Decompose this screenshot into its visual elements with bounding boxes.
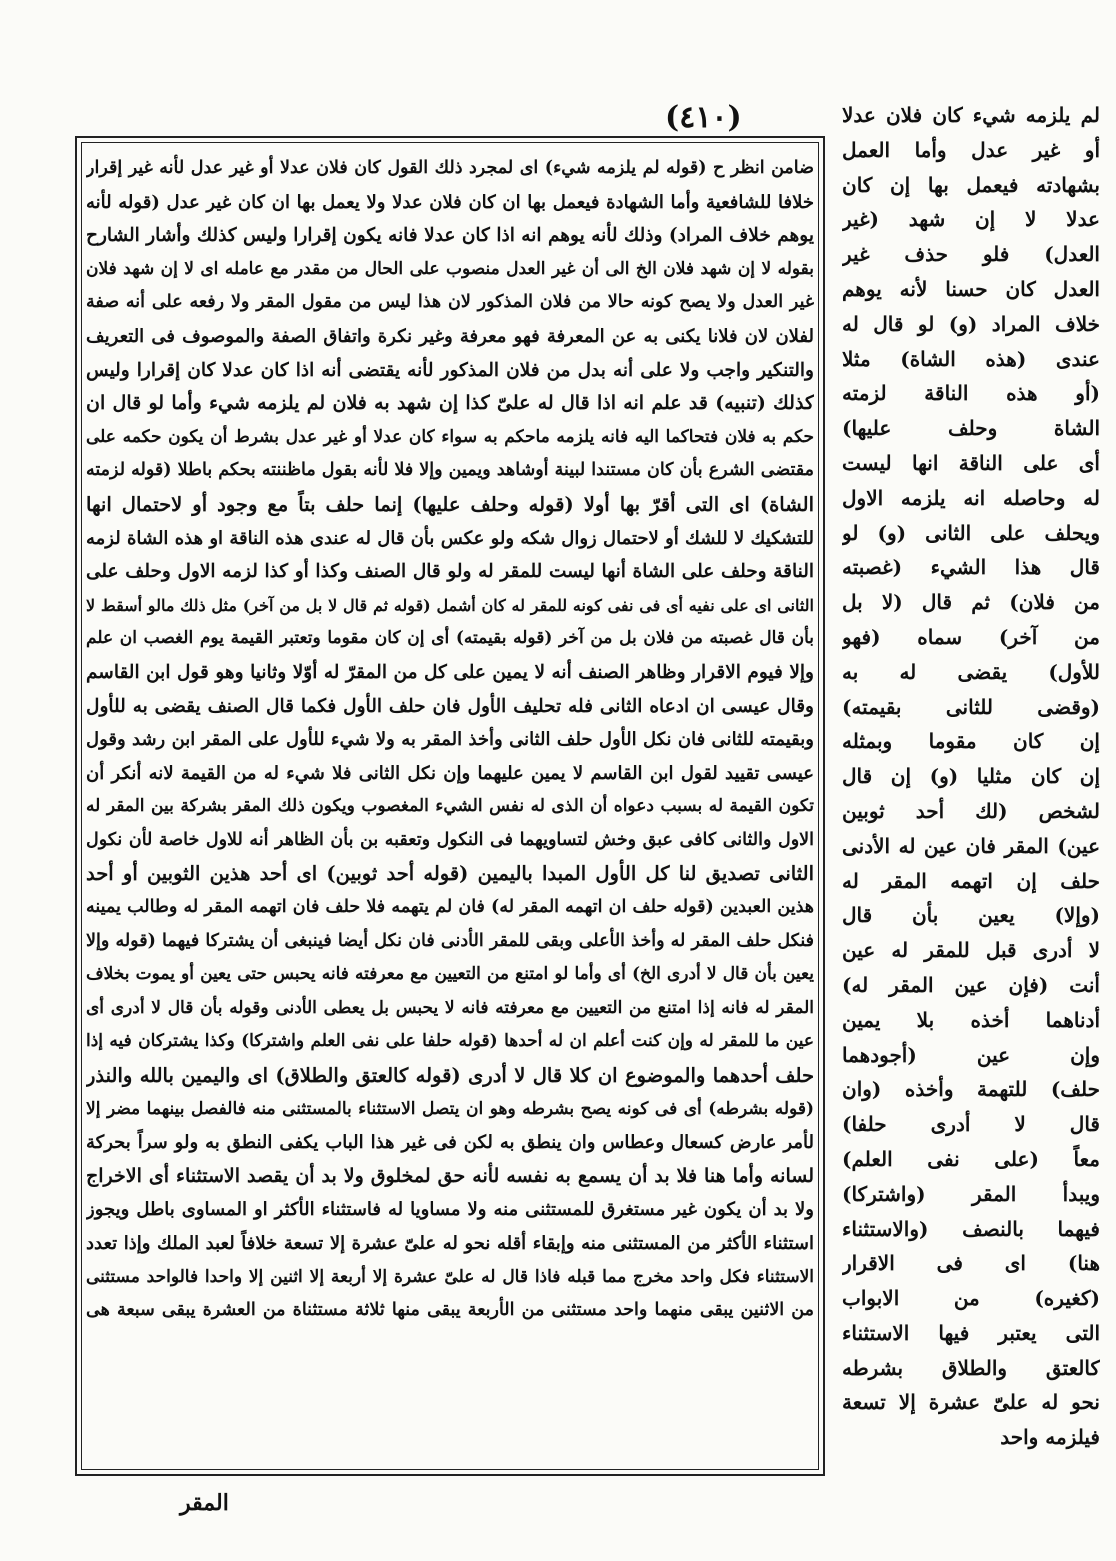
margin-text-line: للأول) يقضى له به (842, 659, 1100, 684)
margin-text-line: له وحاصله انه يلزمه الاول (842, 485, 1100, 510)
margin-text-line: قال هذا الشيء (غصبته (842, 555, 1100, 580)
main-text-line: عين ما للمقر له وإن كنت أعلم ان له أحدها (قوله حلفا على نفى العلم واشتركا) وكذا يشتركان فيه إذا (86, 1031, 814, 1052)
main-text-line: وقال عيسى ان ادعاه الثانى فله تحليف الأول فان حلف الأول فكما قال الصنف يقضى به للأول (86, 695, 814, 717)
main-text-line: تكون القيمة له بسبب دعواه أن الذى له نفس الشيء المغصوب ويكون ذلك المقر بشركة بين المقر له (86, 796, 814, 817)
main-text-line: خلافا للشافعية وأما الشهادة فيعمل بها ان كان فلان عدلا ولا يعمل بها ان كان غير عدل (قوله لأنه (86, 191, 814, 213)
margin-text-line: لشخص (لك أحد ثوبين (842, 798, 1100, 823)
margin-text-line: (وإلا) يعين بأن قال (842, 903, 1100, 928)
main-text-line: استثناء الأكثر من المستثنى منه وإبقاء أقله نحو له علىّ عشرة إلا تسعة خلافاً لعبد الملك وإذا تعدد (86, 1233, 814, 1254)
catchword: المقر (180, 1490, 229, 1516)
page-number: (٤١٠) (665, 100, 742, 135)
main-text-line: فنكل حلف المقر له وأخذ الأعلى وبقى للمقر الأدنى فان نكل أيضا فينبغى أن يشتركا فيهما (قوله وإلا (86, 930, 814, 951)
margin-text-line: قال لا أدرى حلفا) (842, 1112, 1100, 1137)
margin-text-line: كالعتق والطلاق بشرطه (842, 1355, 1100, 1380)
margin-text-line: أو غير عدل وأما العمل (842, 137, 1100, 162)
margin-text-line: التى يعتبر فيها الاستثناء (842, 1320, 1100, 1345)
main-text-line: الثانى تصديق لنا كل الأول المبدا باليمين (قوله أحد ثوبين) اى أحد هذين الثوبين أو أحد (86, 862, 814, 886)
margin-text-line: حلف) للتهمة وأخذه (وان (842, 1077, 1100, 1102)
main-text-line: يوهم خلاف المراد) وذلك لأنه يوهم انه اذا كان عدلا فانه يكون إقرارا وليس كذلك وأشار الشارح (86, 225, 814, 247)
margin-text-line: أى على الناقة انها ليست (842, 450, 1100, 475)
main-text-line: الاول والثانى كافى عبق وخش لتساويهما فى النكول وتعقبه بن بأن الظاهر أنه للاول خاصة لأن نكول (86, 829, 814, 850)
margin-text-line: وإن عين (أجودهما (842, 1042, 1100, 1067)
main-text-line: لأمر عارض كسعال وعطاس وان ينطق به لكن فى غير هذا الباب يكفى النطق به ولو سراً بحركة (86, 1132, 814, 1154)
margin-text-line: فيهما بالنصف (والاستثناء (842, 1216, 1100, 1241)
main-text-line: هذين العبدين (قوله حلف ان اتهمه المقر له) فان لم يتهمه فلا حلف فان اتهمه المقر له وطالب يمينه (86, 897, 814, 918)
margin-text-line: أنت (فإن عين المقر له) (842, 972, 1100, 997)
main-text-line: المقر له فانه إذا امتنع من التعيين مع معرفته فانه لا يحبس بل يعطى الأدنى وقوله بأن قال لا أدرى أى (86, 997, 814, 1018)
margin-text-line: (وقضى للثانى بقيمته) (842, 694, 1100, 719)
main-text-line: غير العدل ولا يصح كونه حالا من فلان المذكور لان هذا ليس من مقول المقر ولا رفعه على أنه صفة (86, 292, 814, 313)
main-text-line: والتنكير واجب ولا على أنه بدل من فلان المذكور لأنه يقتضى أنه اذا كان عدلا كان إقرارا وليس (86, 359, 814, 381)
margin-text-line: عندى (هذه الشاة) مثلا (842, 346, 1100, 371)
main-text-line: مقتضى الشرع بأن كان مستندا لبينة أوشاهد ويمين وإلا فلا لأنه بقول ماظننته بحكم باطلا (قوله لزمته (86, 460, 814, 481)
margin-text-line: من آخر) سماه (فهو (842, 624, 1100, 649)
main-commentary (86, 152, 814, 1328)
margin-text-line: لم يلزمه شيء كان فلان عدلا (842, 103, 1100, 127)
margin-text-line: (أو هذه الناقة لزمته (842, 381, 1100, 406)
margin-text-line: ويحلف على الثانى (و) لو (842, 520, 1100, 545)
main-text-line: ضامن انظر ح (قوله لم يلزمه شيء) اى لمجرد ذلك القول كان فلان عدلا أو غير عدل لأنه غير إقرار (86, 158, 814, 178)
main-text-line: عيسى تقييد لقول ابن القاسم لا يمين عليهما وإن نكل الثانى فلا شيء له من القيمة لانه أنكر أن (86, 762, 814, 784)
margin-text-line: إن كان مثليا (و) إن قال (842, 764, 1100, 789)
main-text-line: بأن قال غصبته من فلان بل من آخر (قوله بقيمته) أى إن كان مقوما وتعتبر القيمة يوم الغصب ان علم (86, 628, 814, 649)
margin-text-line: الشاة وحلف عليها) (842, 416, 1100, 441)
main-text-line: الاستثناء فكل واحد مخرج مما قبله فاذا قال له علىّ عشرة إلا أربعة إلا اثنين إلا واحدا فالواحد مستثنى (86, 1266, 814, 1287)
margin-text-line: فيلزمه واحد (1000, 1425, 1100, 1450)
main-text-line: حكم به فلان فتحاكما اليه فانه يلزمه ماحكم به سواء كان عدلا أو غير عدل بشرط أن يكون حكمه على (86, 426, 814, 447)
margin-text-line: هنا) اى فى الاقرار (842, 1251, 1100, 1276)
margin-text-line: العدل) فلو حذف غير (842, 242, 1100, 267)
margin-text-line: عدلا لا إن شهد (غير (842, 207, 1100, 232)
margin-text-line: لا أدرى قبل للمقر له عين (842, 938, 1100, 963)
main-text-line: ولا بد أن يكون غير مستغرق للمستثنى منه ولا مساويا له فاستثناء الأكثر او المساوى باطل ويجوز (86, 1199, 814, 1221)
margin-text-line: حلف إن اتهمه المقر له (842, 868, 1100, 893)
main-text-line: لسانه وأما هنا فلا بد أن يسمع به نفسه لأنه حق لمخلوق ولا بد أن يقصد الاستثناء أى الاخراج (86, 1164, 814, 1187)
margin-text-line: إن كان مقوما وبمثله (842, 729, 1100, 754)
margin-text-line: عين) المقر فان عين له الأدنى (842, 833, 1100, 858)
main-text-line: للتشكيك لا للشك أو لاحتمال زوال شكه ولو عكس بأن قال له عندى هذه الناقة او هذه الشاة لزمه (86, 527, 814, 549)
margin-text-line: من فلان) ثم قال (لا بل (842, 590, 1100, 615)
margin-text-line: أدناهما أخذه بلا يمين (842, 1007, 1100, 1032)
main-text-line: كذلك (تنبيه) قد علم انه اذا قال له علىّ كذا إن شهد به فلان لم يلزمه شيء وأما لو قال ان (86, 392, 814, 415)
main-text-line: الشاة) اى التى أقرّ بها أولا (قوله وحلف عليها) إنما حلف بتاً مع وجود أو لاحتمال انها (86, 492, 814, 516)
main-text-line: لفلان لان فلانا يكنى به عن المعرفة فهو معرفة وغير نكرة واتفاق الصفة والموصوف فى التعريف (86, 325, 814, 347)
main-text-line: من الاثنين يبقى منهما واحد مستثنى من الأربعة يبقى منها ثلاثة مستثناة من العشرة يبقى سبعة هى (86, 1300, 814, 1321)
main-text-line: حلف أحدهما والموضوع ان كلا قال لا أدرى (قوله كالعتق والطلاق) اى واليمين بالله والنذر (86, 1064, 814, 1088)
main-text-line: يعين بأن قال لا أدرى الخ) أى وأما لو امتنع من التعيين مع معرفته فانه يحبس حتى يعين أو يموت بخلاف (86, 964, 814, 985)
main-text-line: الثانى اى على نفيه أى فى نفى كونه للمقر له كان أشمل (قوله ثم قال لا بل من آخر) مثل ذلك مالو أسقط لا (86, 595, 814, 615)
marginal-commentary (842, 98, 1100, 1455)
main-text-line: بقوله لا إن شهد فلان الخ الى أن غير العدل منصوب على الحال من مقدر مع عامله اى لا إن شهد فلان (86, 258, 814, 279)
margin-text-line: معاً (على نفى العلم) (842, 1146, 1100, 1171)
main-text-line: وبقيمته للثانى فان نكل الأول حلف الثانى وأخذ المقر به ولا شيء للأول على المقر ابن رشد وقول (86, 729, 814, 751)
main-text-line: الناقة وحلف على الشاة أنها ليست للمقر له ولو قال الصنف وكذا أو كذا لزمه الاول وحلف على (86, 561, 814, 583)
margin-text-line: ويبدأ المقر (واشتركا) (842, 1181, 1100, 1206)
margin-text-line: خلاف المراد (و) لو قال له (842, 311, 1100, 336)
margin-text-line: نحو له علىّ عشرة إلا تسعة (842, 1390, 1100, 1415)
margin-text-line: (كغيره) من الابواب (842, 1286, 1100, 1311)
main-text-line: (قوله بشرطه) أى فى كونه يصح بشرطه وهو ان يتصل الاستثناء بالمستثنى منه فالفصل بينهما مضر إلا (86, 1098, 814, 1119)
margin-text-line: بشهادته فيعمل بها إن كان (842, 172, 1100, 197)
main-text-line: وإلا فيوم الاقرار وظاهر الصنف أنه لا يمين على كل من المقرّ له أوّلا وثانيا وهو قول ابن القاسم (86, 661, 814, 683)
margin-text-line: العدل كان حسنا لأنه يوهم (842, 276, 1100, 301)
